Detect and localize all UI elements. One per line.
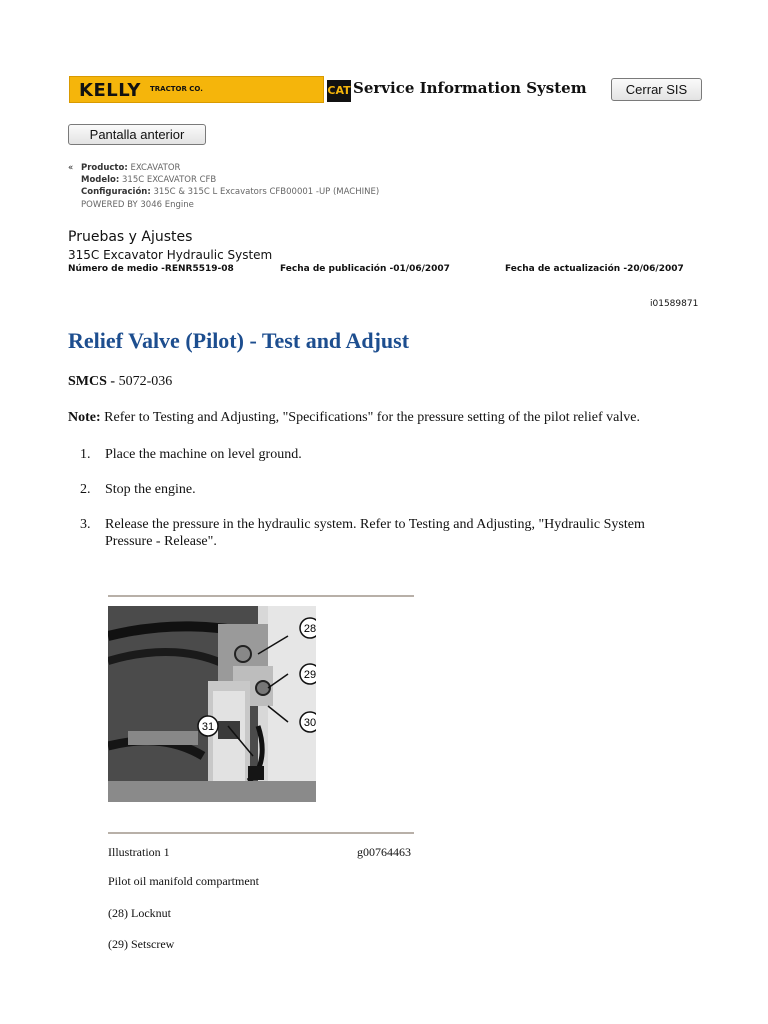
system-title: Service Information System — [353, 79, 587, 97]
product-value: EXCAVATOR — [130, 163, 181, 173]
section-title: Pruebas y Ajustes — [68, 229, 193, 245]
model-value: 315C EXCAVATOR CFB — [122, 175, 217, 186]
illustration-code: g00764463 — [357, 845, 411, 859]
valve-photo-drawing — [108, 606, 316, 802]
divider — [108, 832, 414, 834]
illustration-label: Illustration 1 — [108, 845, 170, 859]
configuration-row — [68, 186, 379, 198]
close-sis-button[interactable]: Cerrar SIS — [611, 78, 702, 101]
product-label: Producto: — [81, 163, 128, 173]
publication-date: Fecha de publicación -01/06/2007 — [280, 264, 450, 274]
page-title: Relief Valve (Pilot) - Test and Adjust — [68, 328, 410, 353]
illustration-caption: Pilot oil manifold compartment — [108, 874, 259, 888]
product-row — [68, 162, 379, 174]
divider — [108, 595, 414, 597]
smcs-value: 5072-036 — [115, 374, 173, 389]
brand-name: KELLY — [79, 80, 141, 101]
configuration-value: 315C & 315C L Excavators CFB00001 -UP (MACHINE) — [153, 187, 380, 198]
step-number: 2. — [80, 482, 91, 497]
note-text: Refer to Testing and Adjusting, "Specifications" for the pressure setting of the pilot relief valve. — [100, 410, 640, 425]
illustration-photo — [108, 606, 316, 802]
product-info — [68, 162, 379, 211]
callout-label: 31 — [201, 721, 215, 733]
media-number: Número de medio -RENR5519-08 — [68, 264, 234, 274]
update-date: Fecha de actualización -20/06/2007 — [505, 264, 684, 274]
step-text: Stop the engine. — [105, 482, 196, 497]
legend-item: (28) Locknut — [108, 906, 171, 920]
note-label: Note: — [68, 410, 101, 425]
hydraulic-system-title: 315C Excavator Hydraulic System — [68, 248, 273, 262]
model-row — [68, 174, 379, 186]
cat-logo-icon: CAT — [327, 80, 351, 102]
model-label: Modelo: — [81, 175, 120, 186]
callout-label: 28 — [303, 623, 316, 635]
configuration-label: Configuración: — [81, 187, 151, 198]
step-number: 3. — [80, 517, 91, 532]
step-text: Place the machine on level ground. — [105, 447, 302, 462]
engine-text: POWERED BY 3046 Engine — [81, 199, 194, 210]
step-number: 1. — [80, 447, 91, 462]
smcs-label: SMCS - — [68, 374, 116, 389]
document-id: i01589871 — [650, 299, 699, 309]
step-text: Release the pressure in the hydraulic system. Refer to Testing and Adjusting, "Hydraulic System Pressure - Release". — [105, 517, 645, 549]
smcs-line — [68, 374, 172, 390]
callout-label: 30 — [303, 717, 316, 729]
collapse-arrow-icon[interactable]: « — [68, 163, 74, 173]
previous-screen-button[interactable]: Pantalla anterior — [68, 124, 206, 145]
dealer-logo — [69, 76, 324, 103]
brand-sub: TRACTOR CO. — [150, 85, 203, 93]
note-line — [68, 410, 640, 426]
legend-item: (29) Setscrew — [108, 937, 175, 951]
callout-label: 29 — [303, 669, 316, 681]
